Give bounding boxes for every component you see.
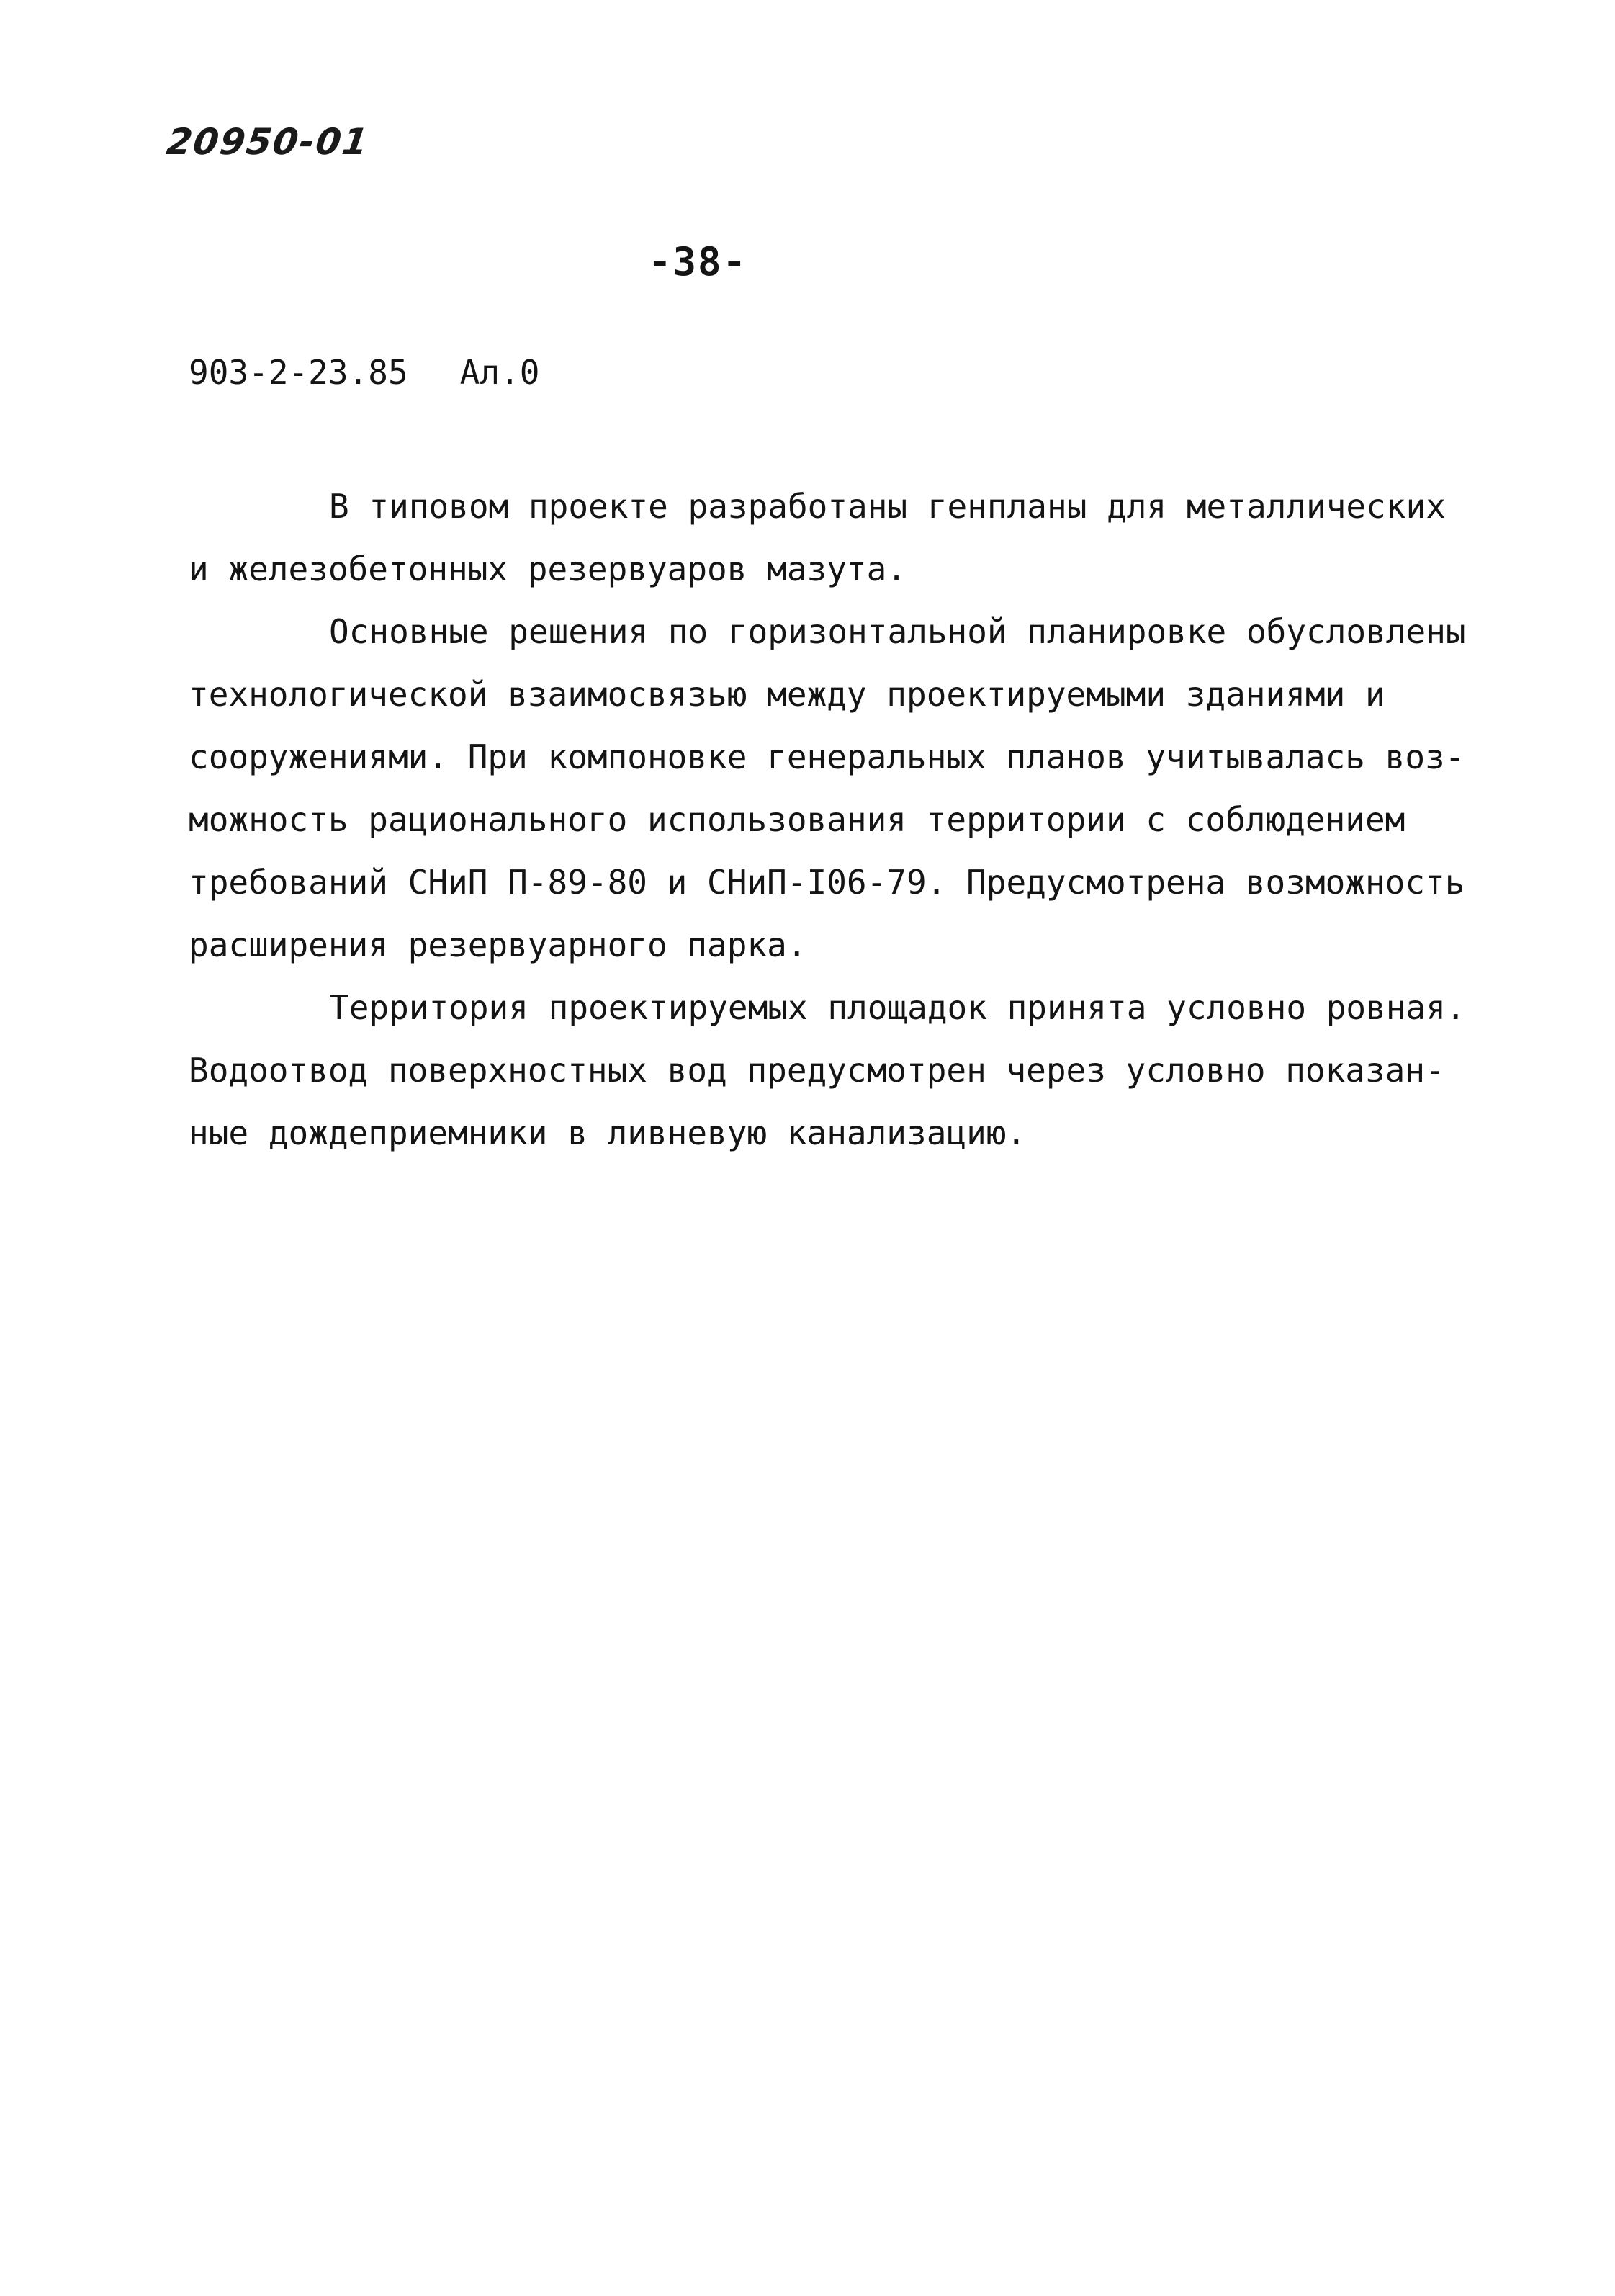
text-line: можность рационального использования территории с соблюдением — [189, 800, 1405, 839]
handwritten-document-number: 20950-01 — [163, 121, 372, 163]
text-line: Основные решения по горизонтальной планировке обусловлены — [329, 612, 1466, 651]
text-line: Водоотвод поверхностных вод предусмотрен через условно показан- — [189, 1051, 1445, 1090]
text-line: технологической взаимосвязью между проектируемыми зданиями и — [189, 675, 1385, 714]
text-line: ные дождеприемники в ливневую канализацию. — [189, 1113, 1027, 1152]
text-line: расширения резервуарного парка. — [189, 925, 807, 964]
text-line: требований СНиП П-89-80 и СНиП-I06-79. Предусмотрена возможность — [189, 863, 1465, 902]
document-reference — [189, 353, 539, 392]
text-line: сооружениями. При компоновке генеральных планов учитывалась воз- — [189, 737, 1465, 776]
page-number: -38- — [648, 239, 748, 284]
reference-code: 903-2-23.85 — [189, 353, 408, 392]
album-label: Ал.0 — [459, 353, 540, 392]
text-line: и железобетонных резервуаров мазута. — [189, 550, 907, 588]
text-line: Территория проектируемых площадок принята условно ровная. — [329, 988, 1466, 1027]
body-text — [189, 475, 1466, 1165]
text-line: В типовом проекте разработаны генпланы для металлических — [329, 487, 1446, 526]
